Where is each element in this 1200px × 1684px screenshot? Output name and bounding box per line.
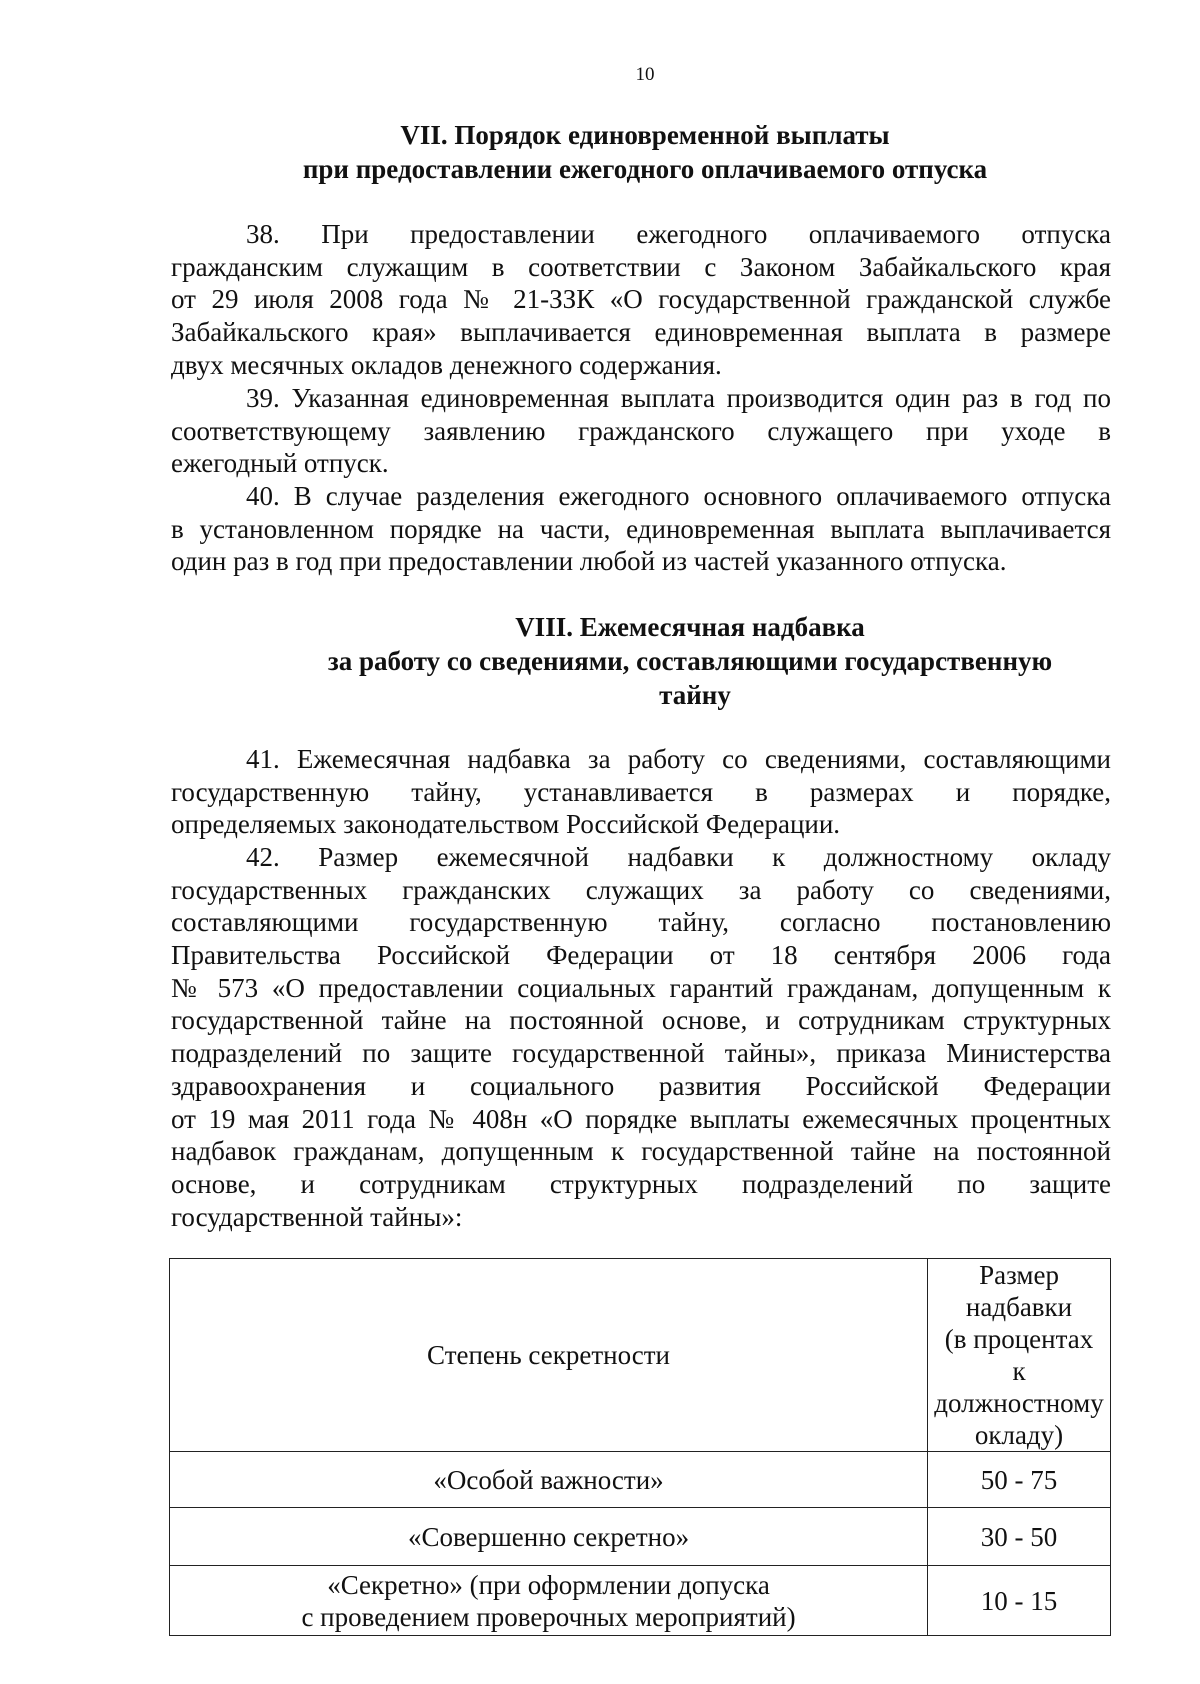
table-row [170,1566,1111,1636]
cell-text-line: «Совершенно секретно» [407,1521,690,1552]
paragraph-line: основе, и сотрудникам структурных подразделений по защите [171,1168,1111,1199]
table-header-row [170,1259,1111,1452]
paragraph-line: от 29 июля 2008 года № 21-ЗЗК «О государственной гражданской службе [171,284,1111,315]
secrecy-allowance-table [169,1258,1111,1636]
paragraph-line: ежегодный отпуск. [171,448,389,479]
paragraph-line: государственных гражданских служащих за работу со сведениями, [171,874,1111,905]
paragraph-line: надбавок гражданам, допущенным к государственной тайне на постоянной [171,1136,1111,1167]
secrecy-level-cell [170,1566,928,1636]
paragraph-line: 42. Размер ежемесячной надбавки к должностному окладу [246,842,1111,872]
paragraph-line: определяемых законодательством Российской Федерации. [171,809,841,840]
paragraph-40 [171,480,1111,578]
paragraph-38 [171,218,1111,381]
paragraph-line: 38. При предоставлении ежегодного оплачиваемого отпуска [246,219,1111,249]
paragraph-line: здравоохранения и социального развития Российской Федерации [171,1070,1111,1101]
paragraph-line: в установленном порядке на части, единовременная выплата выплачивается [171,513,1111,544]
cell-text-line: «Особой важности» [433,1464,664,1495]
allowance-range-cell: 50 - 75 [928,1452,1111,1508]
paragraph-39 [171,382,1111,480]
allowance-range-cell: 30 - 50 [928,1508,1111,1566]
secrecy-level-cell [170,1508,928,1566]
paragraph-line: один раз в год при предоставлении любой из частей указанного отпуска. [171,546,1007,577]
table-row [170,1508,1111,1566]
paragraph-line: государственной тайне на постоянной основе, и сотрудникам структурных [171,1005,1111,1036]
header-text-line: (в процентах [944,1324,1094,1354]
section-7-title-line-1: VII. Порядок единовременной выплаты [400,120,890,150]
header-secrecy-level: Степень секретности [170,1259,928,1452]
page-number: 10 [635,64,655,85]
section-7-title [0,118,1200,186]
secrecy-level-cell [170,1452,928,1508]
paragraph-line: № 573 «О предоставлении социальных гарантий гражданам, допущенным к [171,972,1111,1003]
paragraph-line: гражданским служащим в соответствии с Законом Забайкальского края [171,251,1111,282]
paragraph-line: государственную тайну, устанавливается в размерах и порядке, [171,776,1111,807]
section-7-title-line-2: при предоставлении ежегодного оплачиваемого отпуска [302,154,988,184]
table-row [170,1452,1111,1508]
paragraph-line: 41. Ежемесячная надбавка за работу со сведениями, составляющими [246,744,1111,774]
paragraph-line: составляющими государственную тайну, согласно постановлению [171,907,1111,938]
paragraph-line: Правительства Российской Федерации от 18 сентября 2006 года [171,940,1111,971]
section-8-title-line-1: VIII. Ежемесячная надбавка [515,612,865,642]
header-text-line: окладу) [974,1420,1064,1450]
paragraph-line: 39. Указанная единовременная выплата производится один раз в год по [246,383,1111,413]
paragraph-line: от 19 мая 2011 года № 408н «О порядке выплаты ежемесячных процентных [171,1103,1111,1134]
section-8-title-line-3: тайну [659,680,731,710]
cell-text-line: с проведением проверочных мероприятий) [301,1601,796,1632]
paragraph-line: подразделений по защите государственной тайны», приказа Министерства [171,1038,1111,1069]
section-8-title-line-2: за работу со сведениями, составляющими государственную [327,646,1053,676]
header-allowance-size [928,1259,1111,1452]
header-text-line: к должностному [934,1356,1104,1418]
cell-text-line: «Секретно» (при оформлении допуска [327,1569,770,1600]
paragraph-line: соответствующему заявлению гражданского служащего при уходе в [171,415,1111,446]
header-text-line: Размер надбавки [965,1260,1073,1322]
allowance-range-cell: 10 - 15 [928,1566,1111,1636]
paragraph-42 [171,841,1111,1233]
paragraph-41 [171,743,1111,841]
paragraph-line: государственной тайны»: [171,1201,463,1232]
paragraph-line: двух месячных окладов денежного содержания. [171,349,722,380]
paragraph-line: 40. В случае разделения ежегодного основного оплачиваемого отпуска [246,481,1111,511]
paragraph-line: Забайкальского края» выплачивается единовременная выплата в размере [171,317,1111,348]
